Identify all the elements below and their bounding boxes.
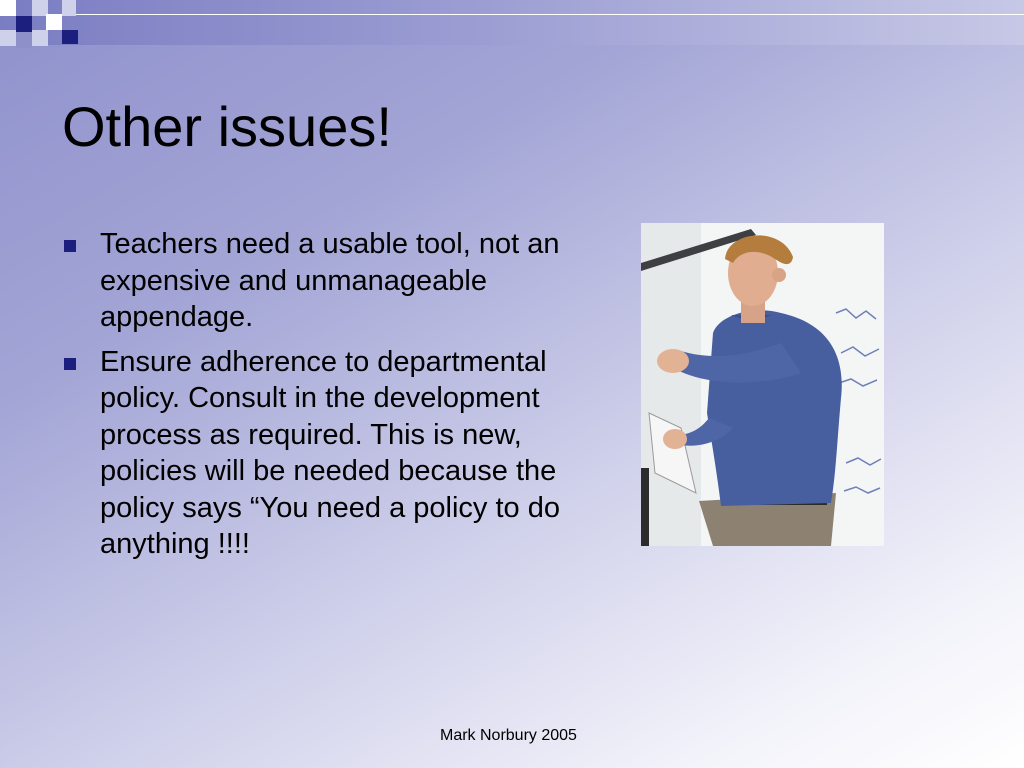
presenter-illustration [641, 223, 884, 546]
bullet-text: Ensure adherence to departmental policy. Consult in the development process as required. This is new, policies will be needed because the policy says “You need a policy to do anything !!!! [100, 345, 560, 560]
square-bullet-icon [64, 358, 76, 370]
bullet-text: Teachers need a usable tool, not an expensive and unmanageable appendage. [100, 228, 560, 333]
square-bullet-icon [64, 240, 76, 252]
header-band [0, 0, 1024, 45]
presenter-photo [641, 223, 884, 546]
header-line [62, 14, 1024, 15]
bullet-list [62, 226, 582, 571]
bullet-item [62, 226, 582, 336]
footer-author: Mark Norbury 2005 [440, 727, 577, 744]
bullet-item [62, 344, 582, 563]
slide-title: Other issues! [62, 95, 392, 158]
